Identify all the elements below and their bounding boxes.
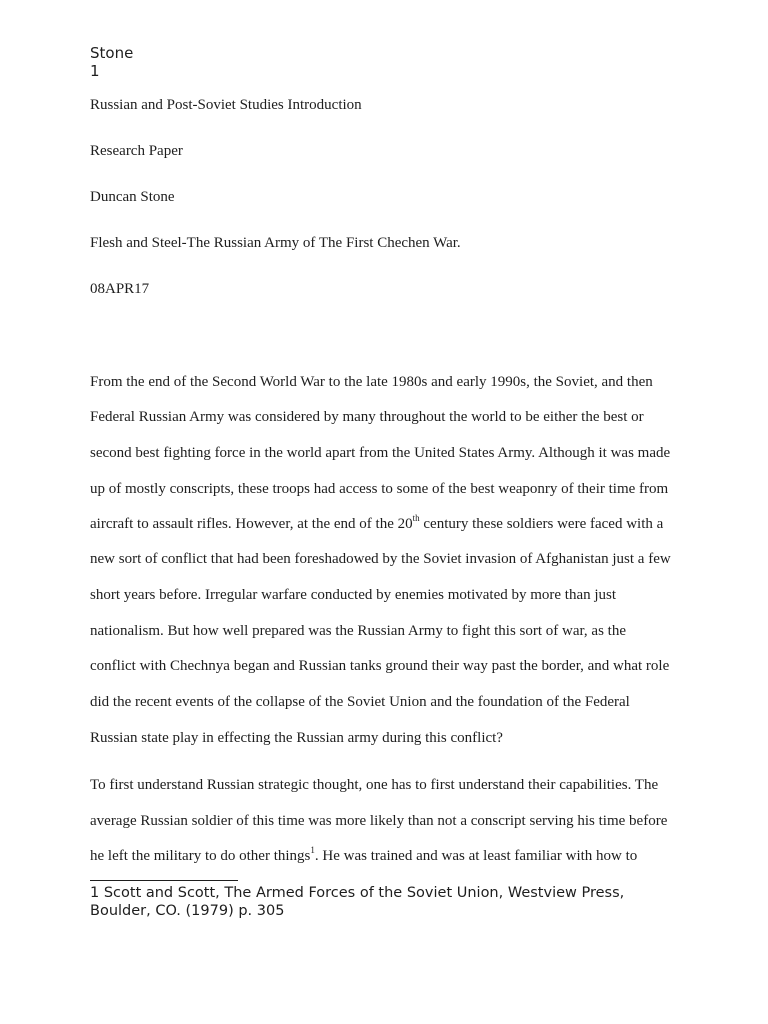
- body-line: did the recent events of the collapse of the Soviet Union and the foundation of the Federal: [90, 694, 630, 710]
- footnote-separator: [90, 880, 238, 881]
- body-text: century these soldiers were faced with a: [419, 516, 664, 532]
- body-line: short years before. Irregular warfare conducted by enemies motivated by more than just: [90, 587, 617, 603]
- body-line: nationalism. But how well prepared was the Russian Army to fight this sort of war, as the: [90, 623, 626, 639]
- course-name: Russian and Post-Soviet Studies Introduction: [90, 97, 362, 113]
- header-author-name: Stone: [90, 44, 134, 62]
- body-line: second best fighting force in the world apart from the United States Army. Although it was made: [90, 445, 671, 461]
- header-page-number: 1: [90, 62, 100, 80]
- body-line: average Russian soldier of this time was more likely than not a conscript serving his time before: [90, 813, 668, 829]
- body-line: To first understand Russian strategic thought, one has to first understand their capabilities. The: [90, 777, 659, 793]
- body-line: [90, 847, 637, 865]
- paper-title: Flesh and Steel-The Russian Army of The First Chechen War.: [90, 235, 461, 251]
- document-type: Research Paper: [90, 143, 183, 159]
- footnote-text: 1 Scott and Scott, The Armed Forces of the Soviet Union, Westview Press, Boulder, CO. (1979) p. 305: [90, 885, 625, 919]
- body-line: [90, 515, 663, 533]
- ordinal-superscript: th: [412, 513, 420, 523]
- body-text: . He was trained and was at least familiar with how to: [314, 848, 638, 864]
- body-line: From the end of the Second World War to the late 1980s and early 1990s, the Soviet, and then: [90, 374, 653, 390]
- body-line: up of mostly conscripts, these troops had access to some of the best weaponry of their time from: [90, 481, 669, 497]
- body-text: he left the military to do other things: [90, 848, 311, 864]
- body-line: new sort of conflict that had been foreshadowed by the Soviet invasion of Afghanistan just a few: [90, 551, 671, 567]
- body-line: Federal Russian Army was considered by many throughout the world to be either the best or: [90, 409, 644, 425]
- author-name: Duncan Stone: [90, 189, 175, 205]
- body-line: Russian state play in effecting the Russian army during this conflict?: [90, 730, 503, 746]
- body-text: aircraft to assault rifles. However, at the end of the 20: [90, 516, 413, 532]
- footnote-reference[interactable]: 1: [310, 845, 315, 855]
- paper-date: 08APR17: [90, 281, 150, 297]
- body-line: conflict with Chechnya began and Russian tanks ground their way past the border, and what role: [90, 658, 670, 674]
